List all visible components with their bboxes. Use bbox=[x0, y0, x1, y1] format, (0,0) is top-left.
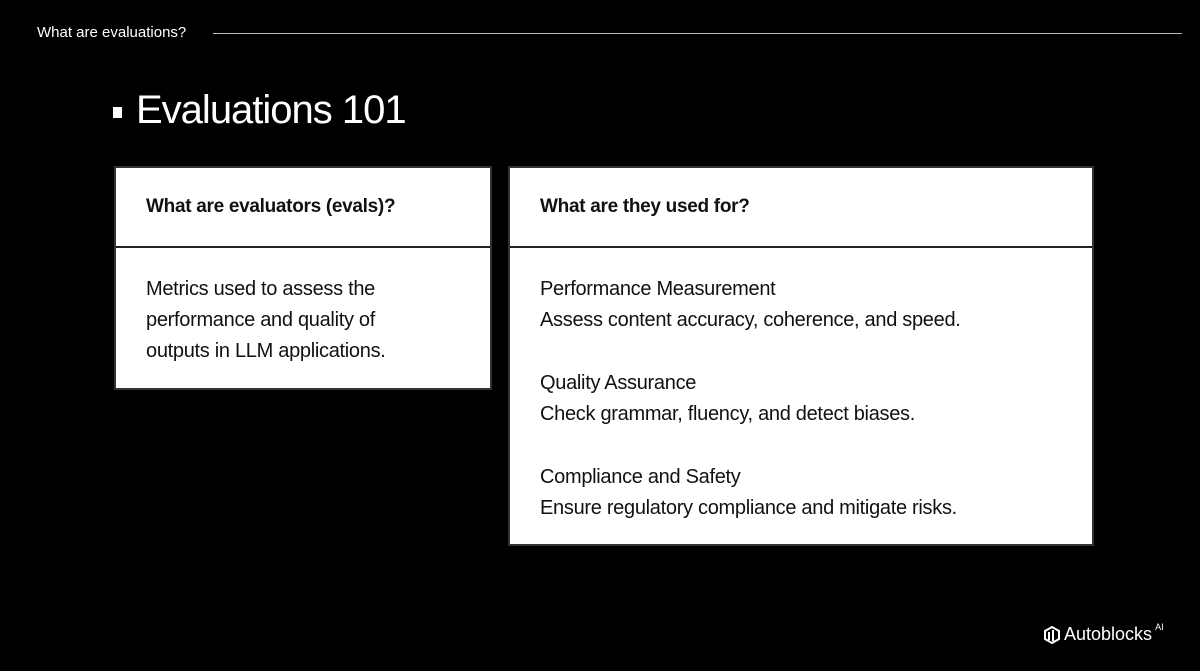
card-body: Metrics used to assess the performance and quality of outputs in LLM applications. bbox=[146, 278, 386, 362]
card-heading: What are evaluators (evals)? bbox=[116, 168, 490, 248]
page-title bbox=[113, 88, 406, 133]
list-item bbox=[540, 462, 1062, 524]
item-text: Check grammar, fluency, and detect biases. bbox=[540, 403, 915, 425]
card-heading: What are they used for? bbox=[510, 168, 1092, 248]
section-label: What are evaluations? bbox=[37, 24, 187, 41]
item-title: Compliance and Safety bbox=[540, 466, 741, 488]
list-item bbox=[540, 274, 1062, 336]
brand-logo bbox=[1044, 621, 1164, 645]
item-title: Quality Assurance bbox=[540, 372, 697, 394]
item-text: Ensure regulatory compliance and mitigate risks. bbox=[540, 497, 957, 519]
autoblocks-logo-icon bbox=[1044, 626, 1060, 644]
divider bbox=[213, 33, 1182, 34]
item-title: Performance Measurement bbox=[540, 278, 776, 300]
list-item bbox=[540, 368, 1062, 430]
square-bullet-icon bbox=[113, 107, 122, 118]
item-text: Assess content accuracy, coherence, and speed. bbox=[540, 309, 961, 331]
page-title-text: Evaluations 101 bbox=[136, 88, 406, 132]
uses-card bbox=[508, 166, 1094, 546]
card-body bbox=[510, 248, 1092, 550]
brand-name: Autoblocks bbox=[1064, 624, 1153, 644]
brand-suffix: AI bbox=[1155, 621, 1164, 632]
evaluators-card bbox=[114, 166, 492, 390]
